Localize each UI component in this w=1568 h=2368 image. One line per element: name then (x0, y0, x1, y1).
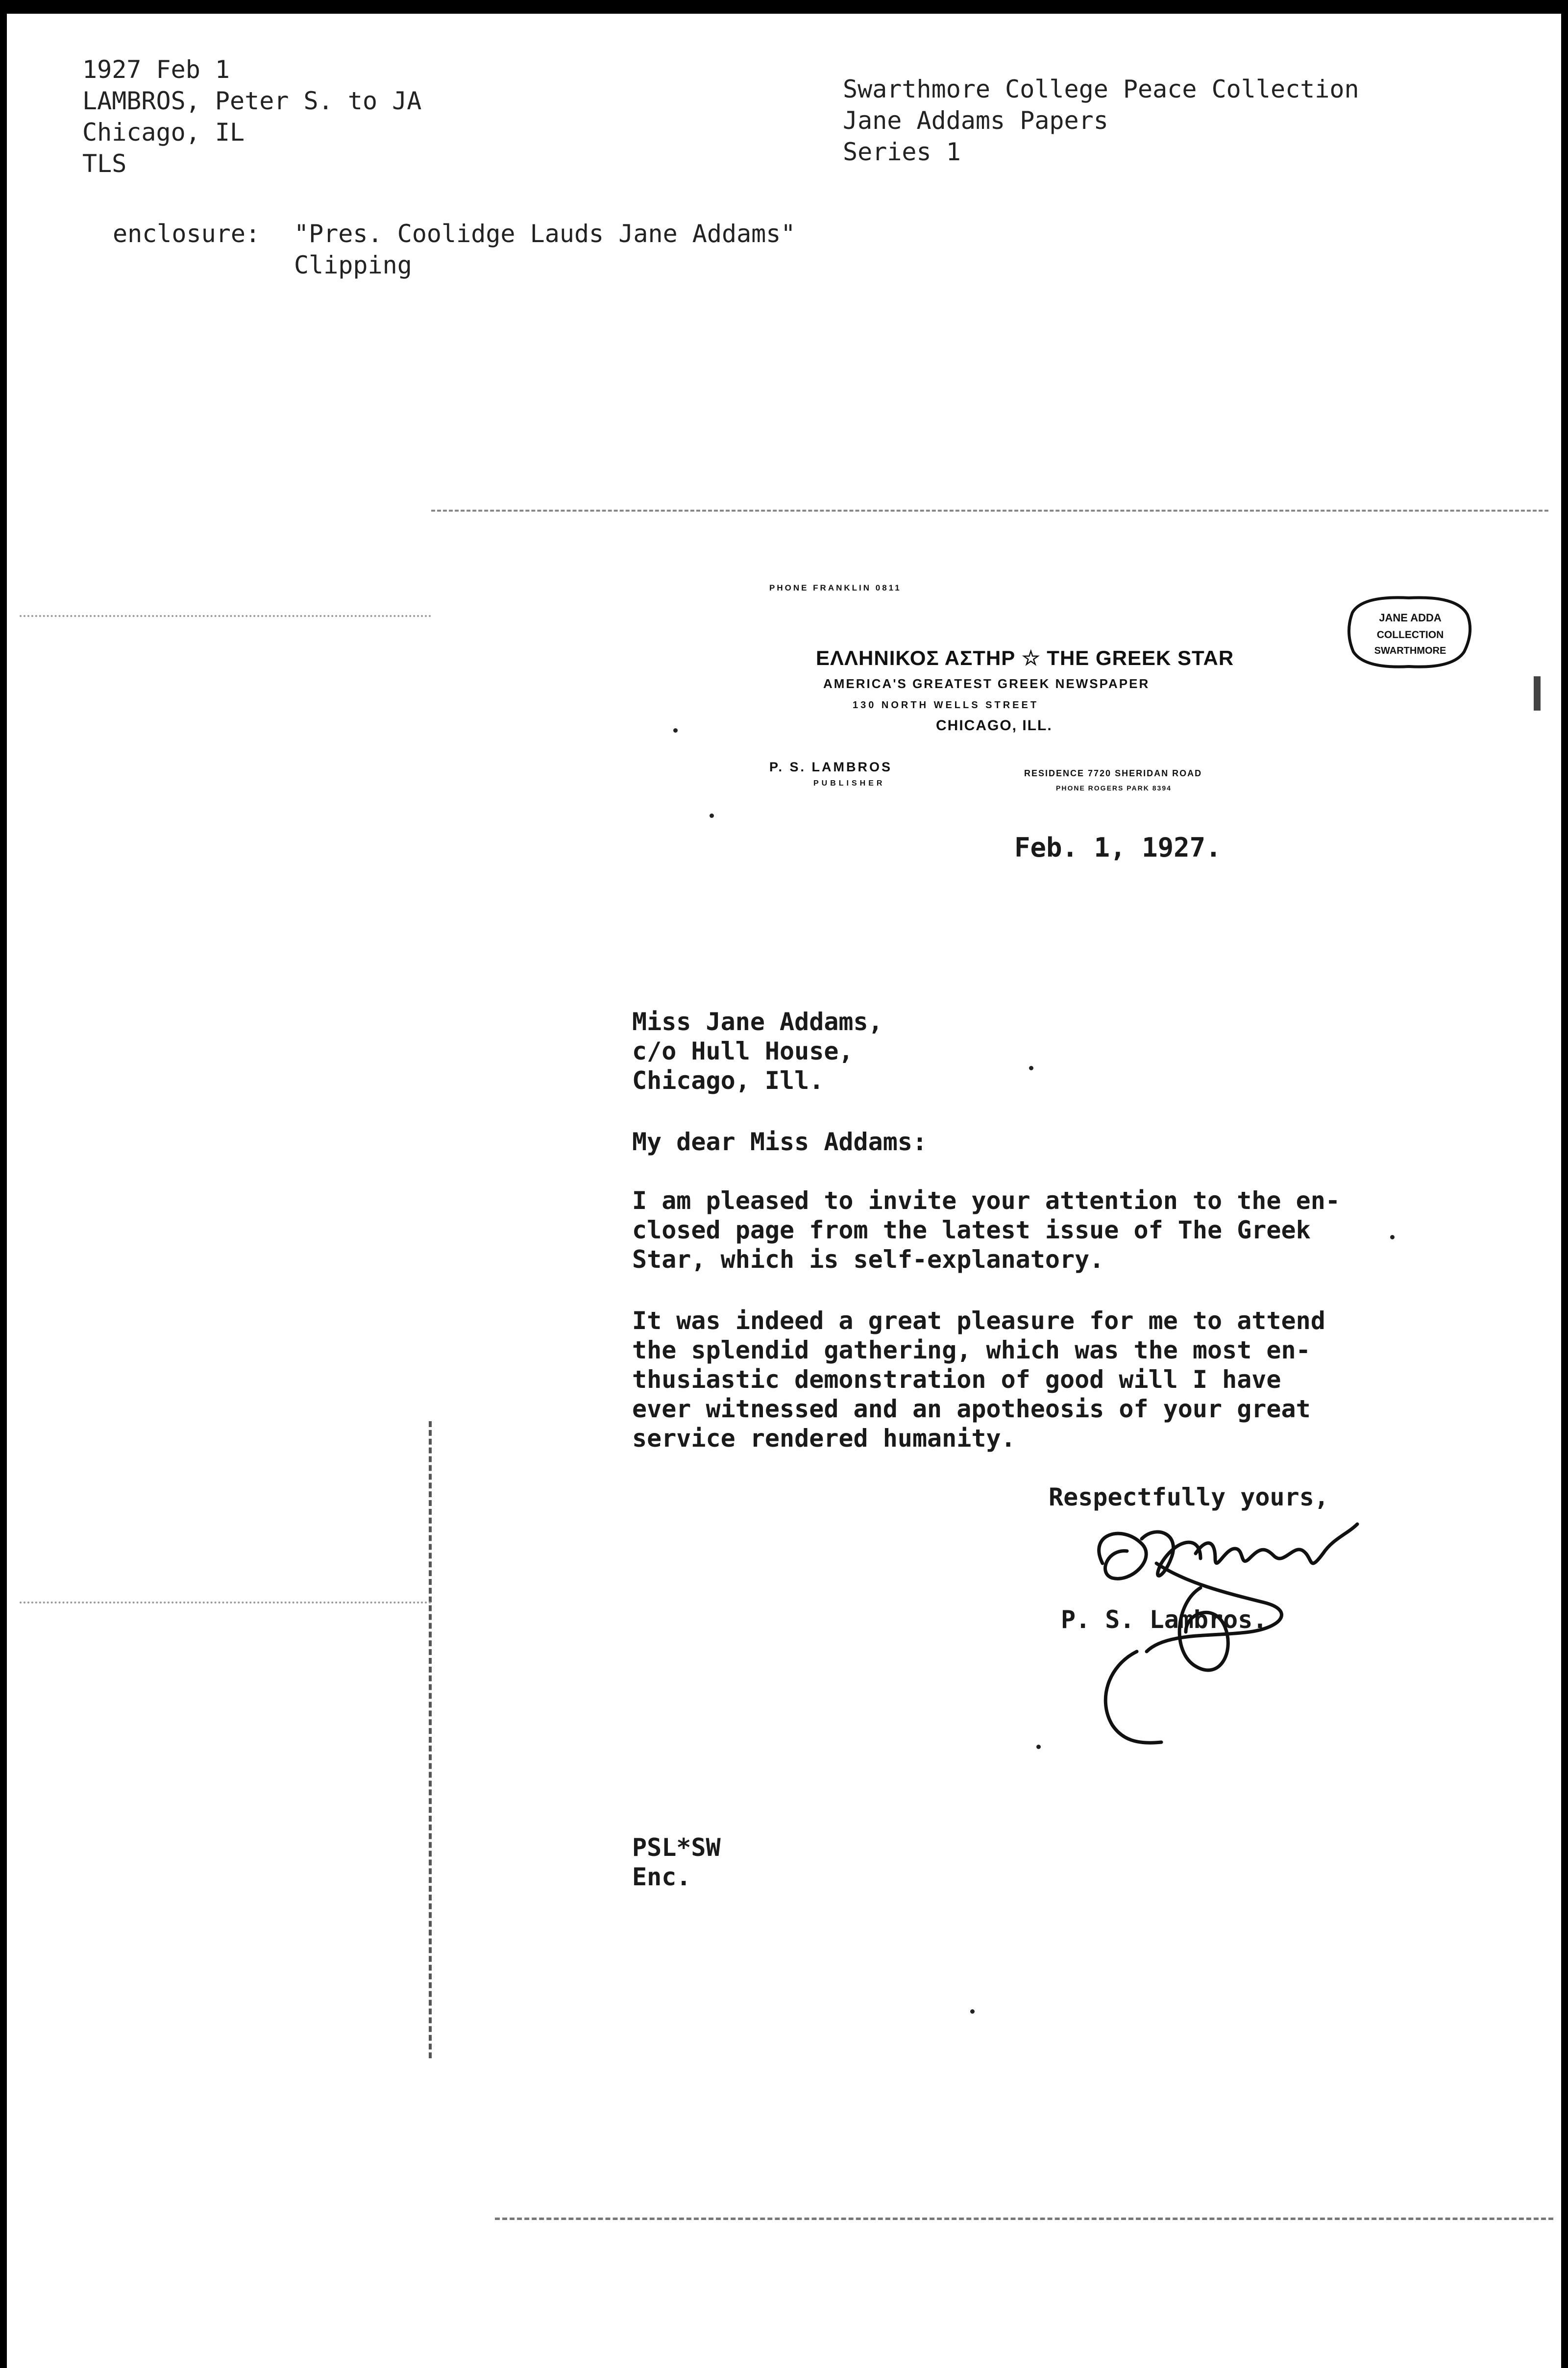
edge-mark (1534, 676, 1541, 711)
recipient-care-of: c/o Hull House, (632, 1037, 854, 1065)
letterhead-residence-phone: PHONE ROGERS PARK 8394 (1056, 784, 1172, 792)
speck (673, 728, 678, 733)
stamp-line-3: SWARTHMORE (1374, 645, 1446, 656)
series-name: Series 1 (843, 138, 961, 166)
catalog-info-right (843, 74, 1359, 168)
complimentary-close: Respectfully yours, (1049, 1483, 1329, 1511)
paragraph-line: ever witnessed and an apotheosis of your great (632, 1395, 1311, 1423)
recipient-name: Miss Jane Addams, (632, 1008, 883, 1036)
speck (710, 814, 714, 818)
catalog-info-left (82, 54, 421, 179)
letterhead-publisher-title: PUBLISHER (813, 779, 885, 788)
stamp-line-2: COLLECTION (1376, 629, 1444, 641)
speck (1390, 1235, 1395, 1239)
paragraph-line: service rendered humanity. (632, 1424, 1016, 1453)
inside-address (632, 1007, 883, 1095)
letter-bottom-edge (495, 2218, 1553, 2220)
paragraph-line: I am pleased to invite your attention to the en- (632, 1186, 1340, 1215)
paragraph-line: It was indeed a great pleasure for me to attend (632, 1307, 1325, 1335)
letterhead-city: CHICAGO, ILL. (936, 717, 1053, 734)
catalog-doc-type: TLS (82, 149, 127, 178)
catalog-place: Chicago, IL (82, 118, 245, 147)
catalog-correspondents: LAMBROS, Peter S. to JA (82, 87, 422, 115)
catalog-date: 1927 Feb 1 (82, 55, 230, 84)
letterhead-title: ΕΛΛΗΝΙΚΟΣ ΑΣΤΗΡ ☆ THE GREEK STAR (816, 646, 1234, 669)
enclosure-title: "Pres. Coolidge Lauds Jane Addams" (294, 220, 796, 248)
paragraph-line: the splendid gathering, which was the most en- (632, 1336, 1311, 1364)
enclosure-label: enclosure: (113, 220, 261, 248)
fold-line (20, 1602, 431, 1603)
typed-signature: P. S. Lambros. (1061, 1605, 1268, 1634)
fold-line (20, 615, 431, 617)
handwritten-signature (1039, 1505, 1382, 1779)
paragraph-line: closed page from the latest issue of The Greek (632, 1216, 1311, 1244)
recipient-city: Chicago, Ill. (632, 1066, 824, 1095)
papers-name: Jane Addams Papers (843, 106, 1108, 135)
speck (1029, 1066, 1033, 1070)
enclosure-type: Clipping (294, 251, 412, 279)
enclosure-info (113, 218, 796, 281)
letterhead-tagline: AMERICA'S GREATEST GREEK NEWSPAPER (823, 676, 1150, 691)
speck (970, 2009, 975, 2014)
letter-left-edge (429, 1421, 432, 2058)
letterhead-publisher-name: P. S. LAMBROS (769, 760, 893, 774)
collection-name: Swarthmore College Peace Collection (843, 75, 1359, 103)
collection-stamp (1343, 593, 1475, 671)
speck (1036, 1745, 1041, 1749)
paragraph-line: Star, which is self-explanatory. (632, 1245, 1104, 1274)
paragraph-2 (632, 1306, 1325, 1453)
salutation: My dear Miss Addams: (632, 1128, 928, 1156)
scan-border-right (1561, 0, 1568, 2368)
letter-date: Feb. 1, 1927. (1014, 832, 1222, 863)
enclosure-notation: Enc. (632, 1863, 691, 1891)
scan-border-top (0, 0, 1568, 14)
letterhead-phone: PHONE FRANKLIN 0811 (769, 583, 902, 592)
reference-initials: PSL*SW (632, 1833, 721, 1862)
scan-border-left (0, 0, 7, 2368)
letterhead-residence: RESIDENCE 7720 SHERIDAN ROAD (1024, 768, 1202, 778)
letterhead-address: 130 NORTH WELLS STREET (853, 700, 1039, 711)
stamp-line-1: JANE ADDA (1379, 612, 1442, 624)
paragraph-1 (632, 1186, 1340, 1274)
paragraph-line: thusiastic demonstration of good will I have (632, 1365, 1281, 1394)
